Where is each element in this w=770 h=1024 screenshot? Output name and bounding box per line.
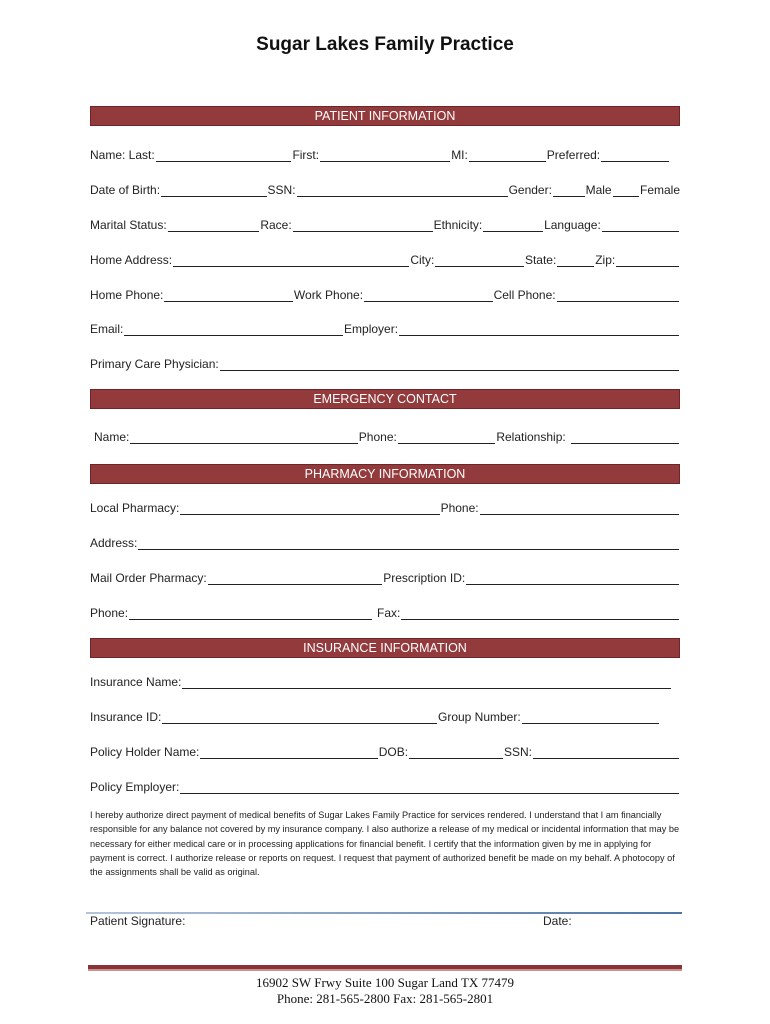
insurance-id-label: Insurance ID:	[90, 710, 162, 724]
row-policy-holder	[90, 743, 680, 759]
employer-field[interactable]	[399, 323, 679, 336]
mi-field[interactable]	[469, 149, 546, 162]
emergency-name-label: Name:	[94, 430, 130, 444]
pcp-field[interactable]	[220, 358, 679, 371]
policy-holder-field[interactable]	[200, 746, 377, 759]
footer-contact: Phone: 281-565-2800 Fax: 281-565-2801	[276, 991, 494, 1006]
holder-ssn-field[interactable]	[533, 746, 679, 759]
work-phone-field[interactable]	[364, 289, 493, 302]
gender-male-field[interactable]	[553, 184, 585, 197]
relationship-field[interactable]	[571, 431, 679, 444]
local-pharmacy-label: Local Pharmacy:	[90, 501, 180, 515]
state-field[interactable]	[557, 254, 594, 267]
last-name-label: Name: Last:	[90, 148, 155, 162]
row-pharmacy-local	[90, 499, 680, 515]
last-name-field[interactable]	[156, 149, 292, 162]
section-header-patient: PATIENT INFORMATION	[90, 106, 680, 126]
insurance-name-label: Insurance Name:	[90, 675, 182, 689]
insurance-id-field[interactable]	[162, 711, 437, 724]
holder-dob-label: DOB:	[378, 745, 409, 759]
pcp-label: Primary Care Physician:	[90, 357, 219, 371]
row-policy-employer	[90, 778, 680, 794]
dob-label: Date of Birth:	[90, 183, 161, 197]
pharmacy-phone-label: Phone:	[440, 501, 479, 515]
mi-label: MI:	[451, 148, 468, 162]
mail-order-field[interactable]	[208, 572, 382, 585]
preferred-field[interactable]	[601, 149, 669, 162]
authorization-statement: I hereby authorize direct payment of medical benefits of Sugar Lakes Family Practice for services rendered. I understand that I am financially responsible for any balance not covered by my insurance company. I also authorize a release of my medical or incidental information that may be necessary for either medical care or in processing applications for financial benefit. I certify that the information given by me in applying for payment is correct. I authorize release or reports on request. I request that payment of authorized benefit be made on my behalf. A photocopy of the assignments shall be valid as original.	[90, 810, 680, 878]
row-mail-order	[90, 569, 680, 585]
section-header-emergency: EMERGENCY CONTACT	[90, 389, 680, 409]
first-name-field[interactable]	[320, 149, 450, 162]
page-title: Sugar Lakes Family Practice	[256, 34, 514, 55]
home-address-label: Home Address:	[90, 253, 173, 267]
first-name-label: First:	[292, 148, 320, 162]
row-insurance-name	[90, 673, 672, 689]
row-patient-marital	[90, 216, 680, 232]
holder-ssn-label: SSN:	[503, 745, 532, 759]
pharmacy-address-label: Address:	[90, 536, 138, 550]
section-header-insurance: INSURANCE INFORMATION	[90, 638, 680, 658]
pharmacy-phone2-field[interactable]	[129, 607, 372, 620]
insurance-name-field[interactable]	[182, 676, 671, 689]
gender-female-field[interactable]	[613, 184, 639, 197]
local-pharmacy-field[interactable]	[180, 502, 439, 515]
preferred-label: Preferred:	[546, 148, 601, 162]
row-patient-pcp	[90, 355, 680, 371]
mail-order-label: Mail Order Pharmacy:	[90, 571, 207, 585]
footer-address: 16902 SW Frwy Suite 100 Sugar Land TX 77479	[255, 975, 515, 990]
cell-phone-label: Cell Phone:	[493, 288, 556, 302]
fax-field[interactable]	[401, 607, 679, 620]
row-patient-email	[90, 320, 680, 336]
relationship-label: Relationship:	[496, 430, 566, 444]
row-patient-dob	[90, 181, 680, 197]
row-patient-phones	[90, 286, 680, 302]
pharmacy-phone2-label: Phone:	[90, 606, 129, 620]
work-phone-label: Work Phone:	[293, 288, 364, 302]
fax-label: Fax:	[377, 606, 401, 620]
city-field[interactable]	[435, 254, 524, 267]
city-label: City:	[410, 253, 435, 267]
home-address-field[interactable]	[173, 254, 409, 267]
prescription-id-label: Prescription ID:	[383, 571, 466, 585]
row-patient-address	[90, 251, 680, 267]
state-label: State:	[524, 253, 557, 267]
employer-label: Employer:	[344, 322, 399, 336]
signature-date-label: Date:	[543, 914, 572, 928]
row-insurance-id	[90, 708, 660, 724]
email-label: Email:	[90, 322, 124, 336]
group-number-label: Group Number:	[437, 710, 521, 724]
ethnicity-field[interactable]	[483, 219, 543, 232]
pharmacy-phone-field[interactable]	[480, 502, 679, 515]
female-label: Female	[639, 183, 680, 197]
ethnicity-label: Ethnicity:	[433, 218, 483, 232]
cell-phone-field[interactable]	[557, 289, 679, 302]
row-pharmacy-phone-fax	[90, 604, 680, 620]
email-field[interactable]	[124, 323, 343, 336]
race-field[interactable]	[293, 219, 433, 232]
emergency-phone-label: Phone:	[358, 430, 397, 444]
gender-label: Gender:	[508, 183, 552, 197]
policy-holder-label: Policy Holder Name:	[90, 745, 200, 759]
patient-signature-label: Patient Signature:	[90, 914, 186, 928]
emergency-phone-field[interactable]	[398, 431, 495, 444]
language-field[interactable]	[602, 219, 679, 232]
emergency-name-field[interactable]	[130, 431, 357, 444]
section-header-pharmacy: PHARMACY INFORMATION	[90, 464, 680, 484]
holder-dob-field[interactable]	[409, 746, 503, 759]
home-phone-field[interactable]	[164, 289, 293, 302]
ssn-label: SSN:	[267, 183, 296, 197]
row-emergency	[90, 428, 680, 444]
ssn-field[interactable]	[297, 184, 508, 197]
male-label: Male	[585, 183, 612, 197]
race-label: Race:	[260, 218, 292, 232]
home-phone-label: Home Phone:	[90, 288, 164, 302]
marital-label: Marital Status:	[90, 218, 167, 232]
group-number-field[interactable]	[522, 711, 659, 724]
zip-field[interactable]	[616, 254, 679, 267]
prescription-id-field[interactable]	[466, 572, 679, 585]
zip-label: Zip:	[595, 253, 616, 267]
row-pharmacy-address	[90, 534, 680, 550]
footer-divider	[88, 965, 682, 971]
language-label: Language:	[544, 218, 601, 232]
dob-field[interactable]	[161, 184, 267, 197]
row-patient-name	[90, 146, 680, 162]
marital-field[interactable]	[168, 219, 260, 232]
pharmacy-address-field[interactable]	[138, 537, 679, 550]
policy-employer-field[interactable]	[180, 781, 679, 794]
policy-employer-label: Policy Employer:	[90, 780, 180, 794]
